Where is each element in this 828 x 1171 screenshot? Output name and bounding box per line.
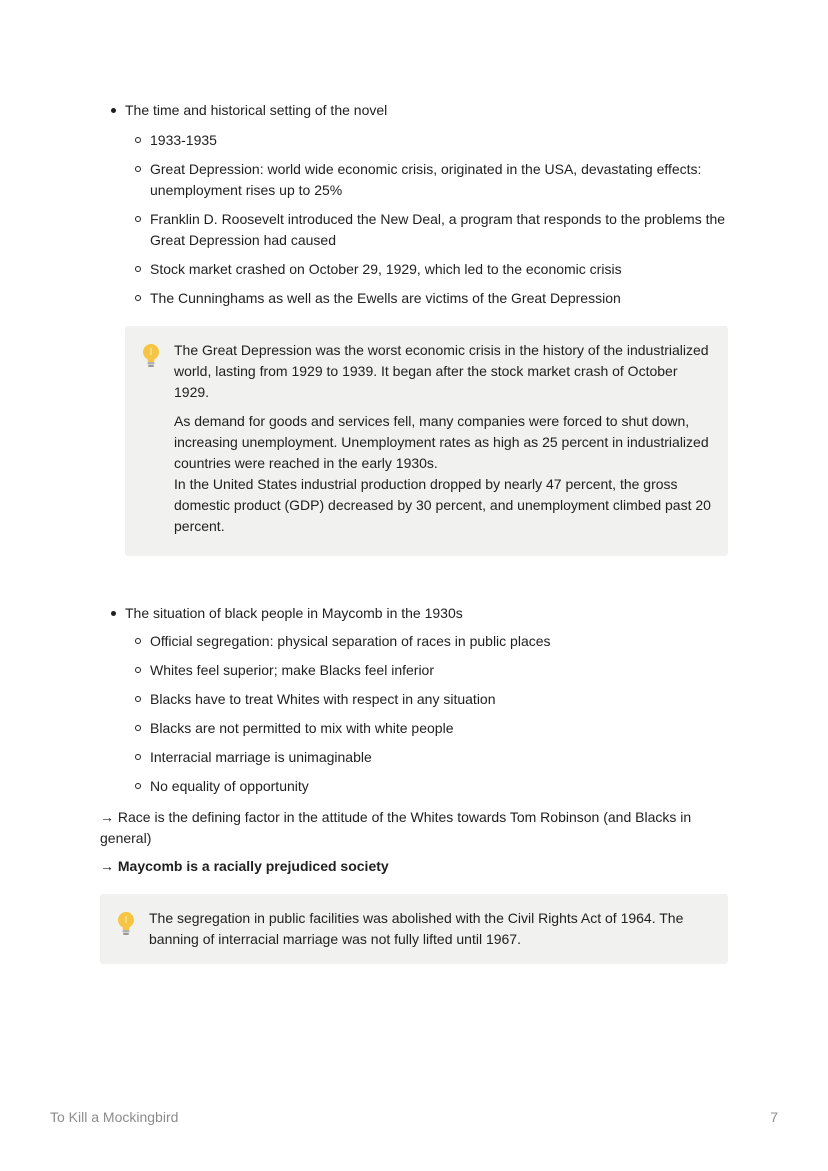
list-item <box>150 776 730 797</box>
list-item-text: Whites feel superior; make Blacks feel inferior <box>150 662 434 678</box>
bullet-heading-text: The time and historical setting of the novel <box>125 102 388 118</box>
list-item-text: Blacks are not permitted to mix with white people <box>150 720 454 736</box>
list-item-text: Franklin D. Roosevelt introduced the New Deal, a program that responds to the problems the Great Depression had caused <box>150 211 726 248</box>
list-item-text: No equality of opportunity <box>150 778 309 794</box>
conclusion-bold-text: Maycomb is a racially prejudiced society <box>117 858 389 874</box>
list-item-text: Interracial marriage is unimaginable <box>150 749 372 765</box>
list-item-text: The Cunninghams as well as the Ewells are victims of the Great Depression <box>150 290 621 306</box>
sublist-time-setting <box>150 130 730 317</box>
sublist-black-people <box>150 631 730 805</box>
list-item <box>150 209 730 251</box>
page-number: 7 <box>770 1109 778 1125</box>
footer-title: To Kill a Mockingbird <box>50 1109 179 1125</box>
list-item <box>150 288 730 309</box>
callout-great-depression <box>125 326 728 556</box>
list-item <box>150 718 730 739</box>
bullet-heading-text: The situation of black people in Maycomb in the 1930s <box>125 605 463 621</box>
callout-paragraph: The Great Depression was the worst economic crisis in the history of the industrialized world, lasting from 1929 to 1939. It began after the stock market crash of October 1929. <box>174 342 709 400</box>
conclusion-prejudiced <box>100 856 710 877</box>
callout-civil-rights <box>100 894 728 964</box>
list-item <box>150 259 730 280</box>
list-item-text: 1933-1935 <box>150 132 217 148</box>
lightbulb-icon <box>140 342 162 370</box>
callout-paragraph: As demand for goods and services fell, many companies were forced to shut down, increasing unemployment. Unemployment rates as high as 25 percent in industrialized countries were reached in the early 1930s. <box>174 413 709 471</box>
list-item-text: Stock market crashed on October 29, 1929, which led to the economic crisis <box>150 261 622 277</box>
section-time-setting <box>125 100 735 121</box>
list-item <box>150 130 730 151</box>
callout-paragraph: In the United States industrial production dropped by nearly 47 percent, the gross domestic product (GDP) decreased by 30 percent, and unemployment climbed past 20 percent. <box>174 476 711 534</box>
list-item <box>150 747 730 768</box>
list-item <box>150 159 730 201</box>
callout-paragraph: The segregation in public facilities was abolished with the Civil Rights Act of 1964. The banning of interracial marriage was not fully lifted until 1967. <box>149 910 684 947</box>
list-item-text: Official segregation: physical separation of races in public places <box>150 633 551 649</box>
list-item-text: Great Depression: world wide economic crisis, originated in the USA, devastating effects: unemployment rises up to 25% <box>150 161 702 198</box>
lightbulb-icon <box>115 910 137 938</box>
section-black-people <box>125 603 735 624</box>
list-item <box>150 631 730 652</box>
bullet-heading <box>125 603 735 624</box>
arrow-symbol: → <box>100 858 114 874</box>
list-item <box>150 660 730 681</box>
conclusion-race: → Race is the defining factor in the attitude of the Whites towards Tom Robinson (and Blacks in general) <box>100 809 692 846</box>
list-item <box>150 689 730 710</box>
list-item-text: Blacks have to treat Whites with respect in any situation <box>150 691 496 707</box>
bullet-heading <box>125 100 735 121</box>
